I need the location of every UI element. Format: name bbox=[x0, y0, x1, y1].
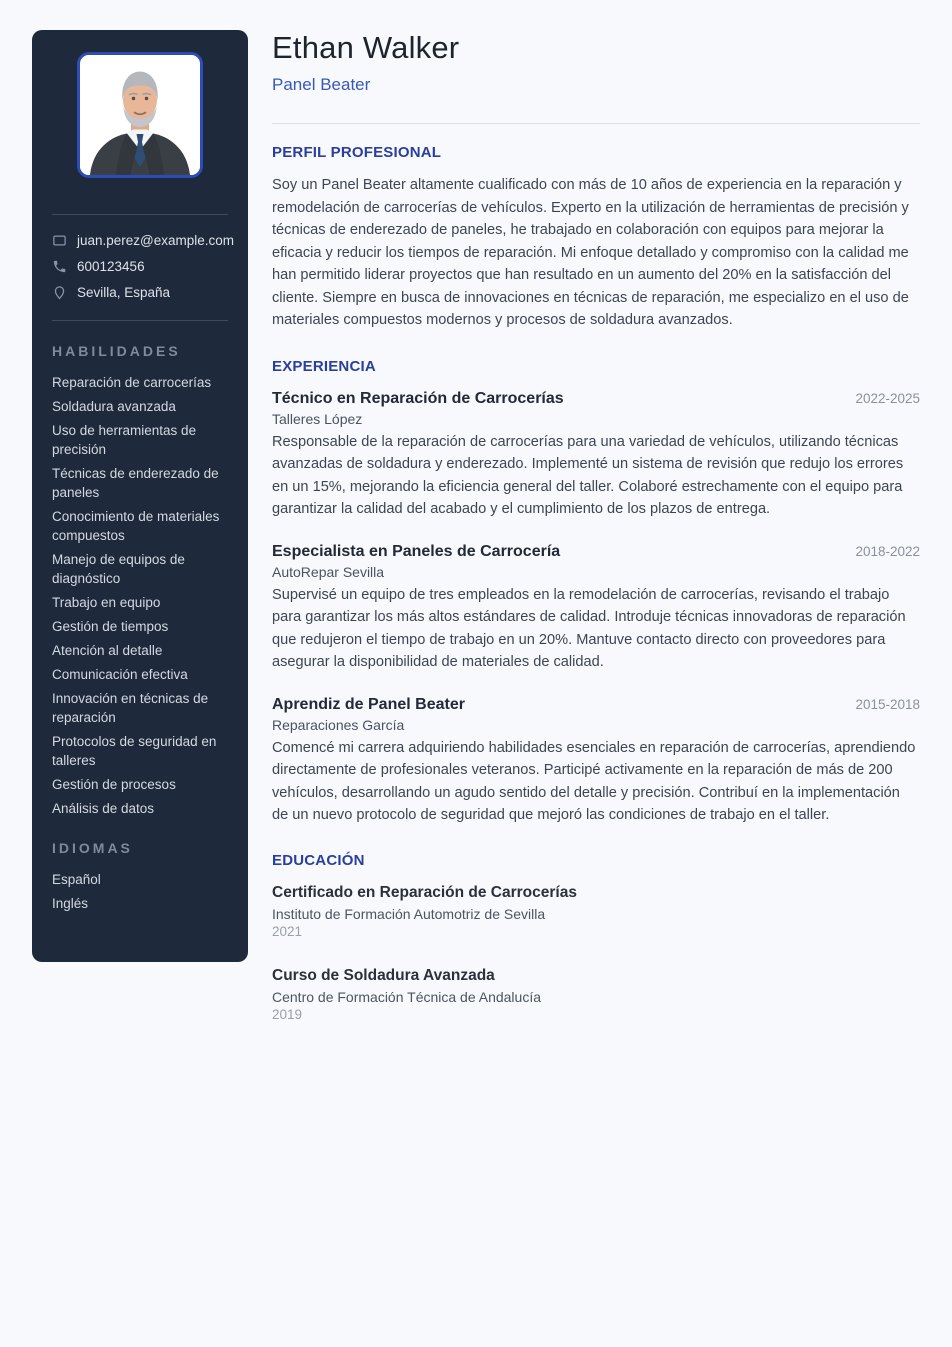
skill-item: Técnicas de enderezado de paneles bbox=[52, 466, 219, 500]
location-value: Sevilla, España bbox=[77, 285, 171, 300]
skill-item: Reparación de carrocerías bbox=[52, 375, 212, 390]
language-item: Inglés bbox=[52, 896, 89, 911]
profile-photo bbox=[77, 52, 203, 178]
job-title: Aprendiz de Panel Beater bbox=[272, 695, 465, 713]
job-dates: 2018-2022 bbox=[855, 543, 920, 559]
skills-list bbox=[52, 373, 228, 818]
skill-item: Análisis de datos bbox=[52, 801, 155, 816]
job-dates: 2022-2025 bbox=[855, 390, 920, 406]
experience-entry bbox=[272, 696, 920, 827]
profile-section-heading: PERFIL PROFESIONAL bbox=[272, 144, 442, 161]
education-degree: Certificado en Reparación de Carrocerías bbox=[272, 883, 577, 901]
person-job-title: Panel Beater bbox=[272, 75, 371, 94]
email-value: juan.perez@example.com bbox=[77, 233, 235, 248]
education-entry bbox=[272, 884, 920, 939]
skill-item: Atención al detalle bbox=[52, 643, 163, 658]
education-entry bbox=[272, 967, 920, 1022]
job-company: Talleres López bbox=[272, 410, 363, 427]
header-divider bbox=[272, 123, 920, 124]
sidebar-divider-top bbox=[52, 214, 228, 215]
skill-item: Protocolos de seguridad en talleres bbox=[52, 734, 217, 768]
experience-entry-header bbox=[272, 696, 920, 714]
job-company: Reparaciones García bbox=[272, 716, 405, 733]
education-school: Instituto de Formación Automotriz de Sevilla bbox=[272, 905, 546, 922]
experience-list bbox=[272, 390, 920, 827]
job-title: Especialista en Paneles de Carrocería bbox=[272, 542, 561, 560]
phone-value: 600123456 bbox=[77, 259, 145, 274]
portrait-illustration bbox=[80, 55, 200, 175]
skill-item: Comunicación efectiva bbox=[52, 667, 188, 682]
skill-item: Trabajo en equipo bbox=[52, 595, 161, 610]
person-name: Ethan Walker bbox=[272, 30, 460, 65]
skill-item: Gestión de procesos bbox=[52, 777, 176, 792]
job-company: AutoRepar Sevilla bbox=[272, 563, 385, 580]
education-list bbox=[272, 884, 920, 1022]
phone-icon bbox=[52, 259, 67, 274]
contact-email bbox=[52, 233, 235, 248]
email-icon bbox=[52, 233, 67, 248]
sidebar bbox=[32, 30, 248, 962]
job-description: Responsable de la reparación de carrocerías para una variedad de vehículos, utilizando técnicas avanzadas de soldadura y enderezado. Implementé un sistema de revisión que redujo los errores en un 15%, mejorando la eficiencia general del taller. Colaboré estrechamente con el equipo para garantizar la calidad del acabado y el cumplimiento de los plazos de entrega. bbox=[272, 433, 904, 517]
education-year: 2021 bbox=[272, 923, 303, 939]
profile-text: Soy un Panel Beater altamente cualificado con más de 10 años de experiencia en la reparación y remodelación de carrocerías de vehículos. Experto en la utilización de herramientas de precisión y técnicas de enderezado de paneles, he trabajado en colaboración con equipos para mejorar la eficacia y reducir los tiempos de reparación. Mi enfoque detallado y compromiso con la calidad me han permitido liderar proyectos que han resultado en un aumento del 20% en la satisfacción del cliente. Siempre en busca de innovaciones en técnicas de reparación, me especializo en el uso de materiales compuestos modernos y procesos de soldadura avanzados. bbox=[272, 177, 909, 328]
resume-main bbox=[272, 30, 920, 1022]
skill-item: Manejo de equipos de diagnóstico bbox=[52, 552, 185, 586]
languages-section-title: IDIOMAS bbox=[52, 840, 133, 856]
location-pin-icon bbox=[52, 285, 67, 300]
contact-section bbox=[52, 233, 235, 300]
experience-entry-header bbox=[272, 390, 920, 408]
skills-section-title: HABILIDADES bbox=[52, 343, 181, 359]
languages-list bbox=[52, 870, 228, 913]
job-description: Supervisé un equipo de tres empleados en la remodelación de carrocerías, revisando el trabajo para garantizar los más altos estándares de calidad. Introduje técnicas innovadoras de reparación que redujeron el tiempo de trabajo en un 20%. Mantuve contacto directo con proveedores para asegurar la disponibilidad de materiales de calidad. bbox=[272, 586, 906, 670]
job-dates: 2015-2018 bbox=[855, 696, 920, 712]
education-school: Centro de Formación Técnica de Andalucía bbox=[272, 988, 542, 1005]
skill-item: Innovación en técnicas de reparación bbox=[52, 691, 209, 725]
skill-item: Soldadura avanzada bbox=[52, 399, 176, 414]
skill-item: Conocimiento de materiales compuestos bbox=[52, 509, 220, 543]
language-item: Español bbox=[52, 872, 101, 887]
education-degree: Curso de Soldadura Avanzada bbox=[272, 966, 495, 984]
skill-item: Gestión de tiempos bbox=[52, 619, 169, 634]
education-section-heading: EDUCACIÓN bbox=[272, 851, 365, 869]
experience-entry bbox=[272, 543, 920, 674]
contact-location bbox=[52, 285, 228, 300]
experience-entry-header bbox=[272, 543, 920, 561]
job-description: Comencé mi carrera adquiriendo habilidades esenciales en reparación de carrocerías, aprendiendo directamente de profesionales veteranos. Participé activamente en la reparación de más de 200 vehículos, desarrollando un agudo sentido del detalle y precisión. Contribuí en la implementación de un nuevo protocolo de seguridad que mejoró las condiciones de trabajo en el taller. bbox=[272, 739, 916, 823]
job-title: Técnico en Reparación de Carrocerías bbox=[272, 389, 564, 407]
experience-section-heading: EXPERIENCIA bbox=[272, 357, 376, 375]
sidebar-divider-bottom bbox=[52, 320, 228, 321]
education-year: 2019 bbox=[272, 1006, 303, 1022]
skill-item: Uso de herramientas de precisión bbox=[52, 423, 197, 457]
contact-phone bbox=[52, 259, 228, 274]
experience-entry bbox=[272, 390, 920, 521]
